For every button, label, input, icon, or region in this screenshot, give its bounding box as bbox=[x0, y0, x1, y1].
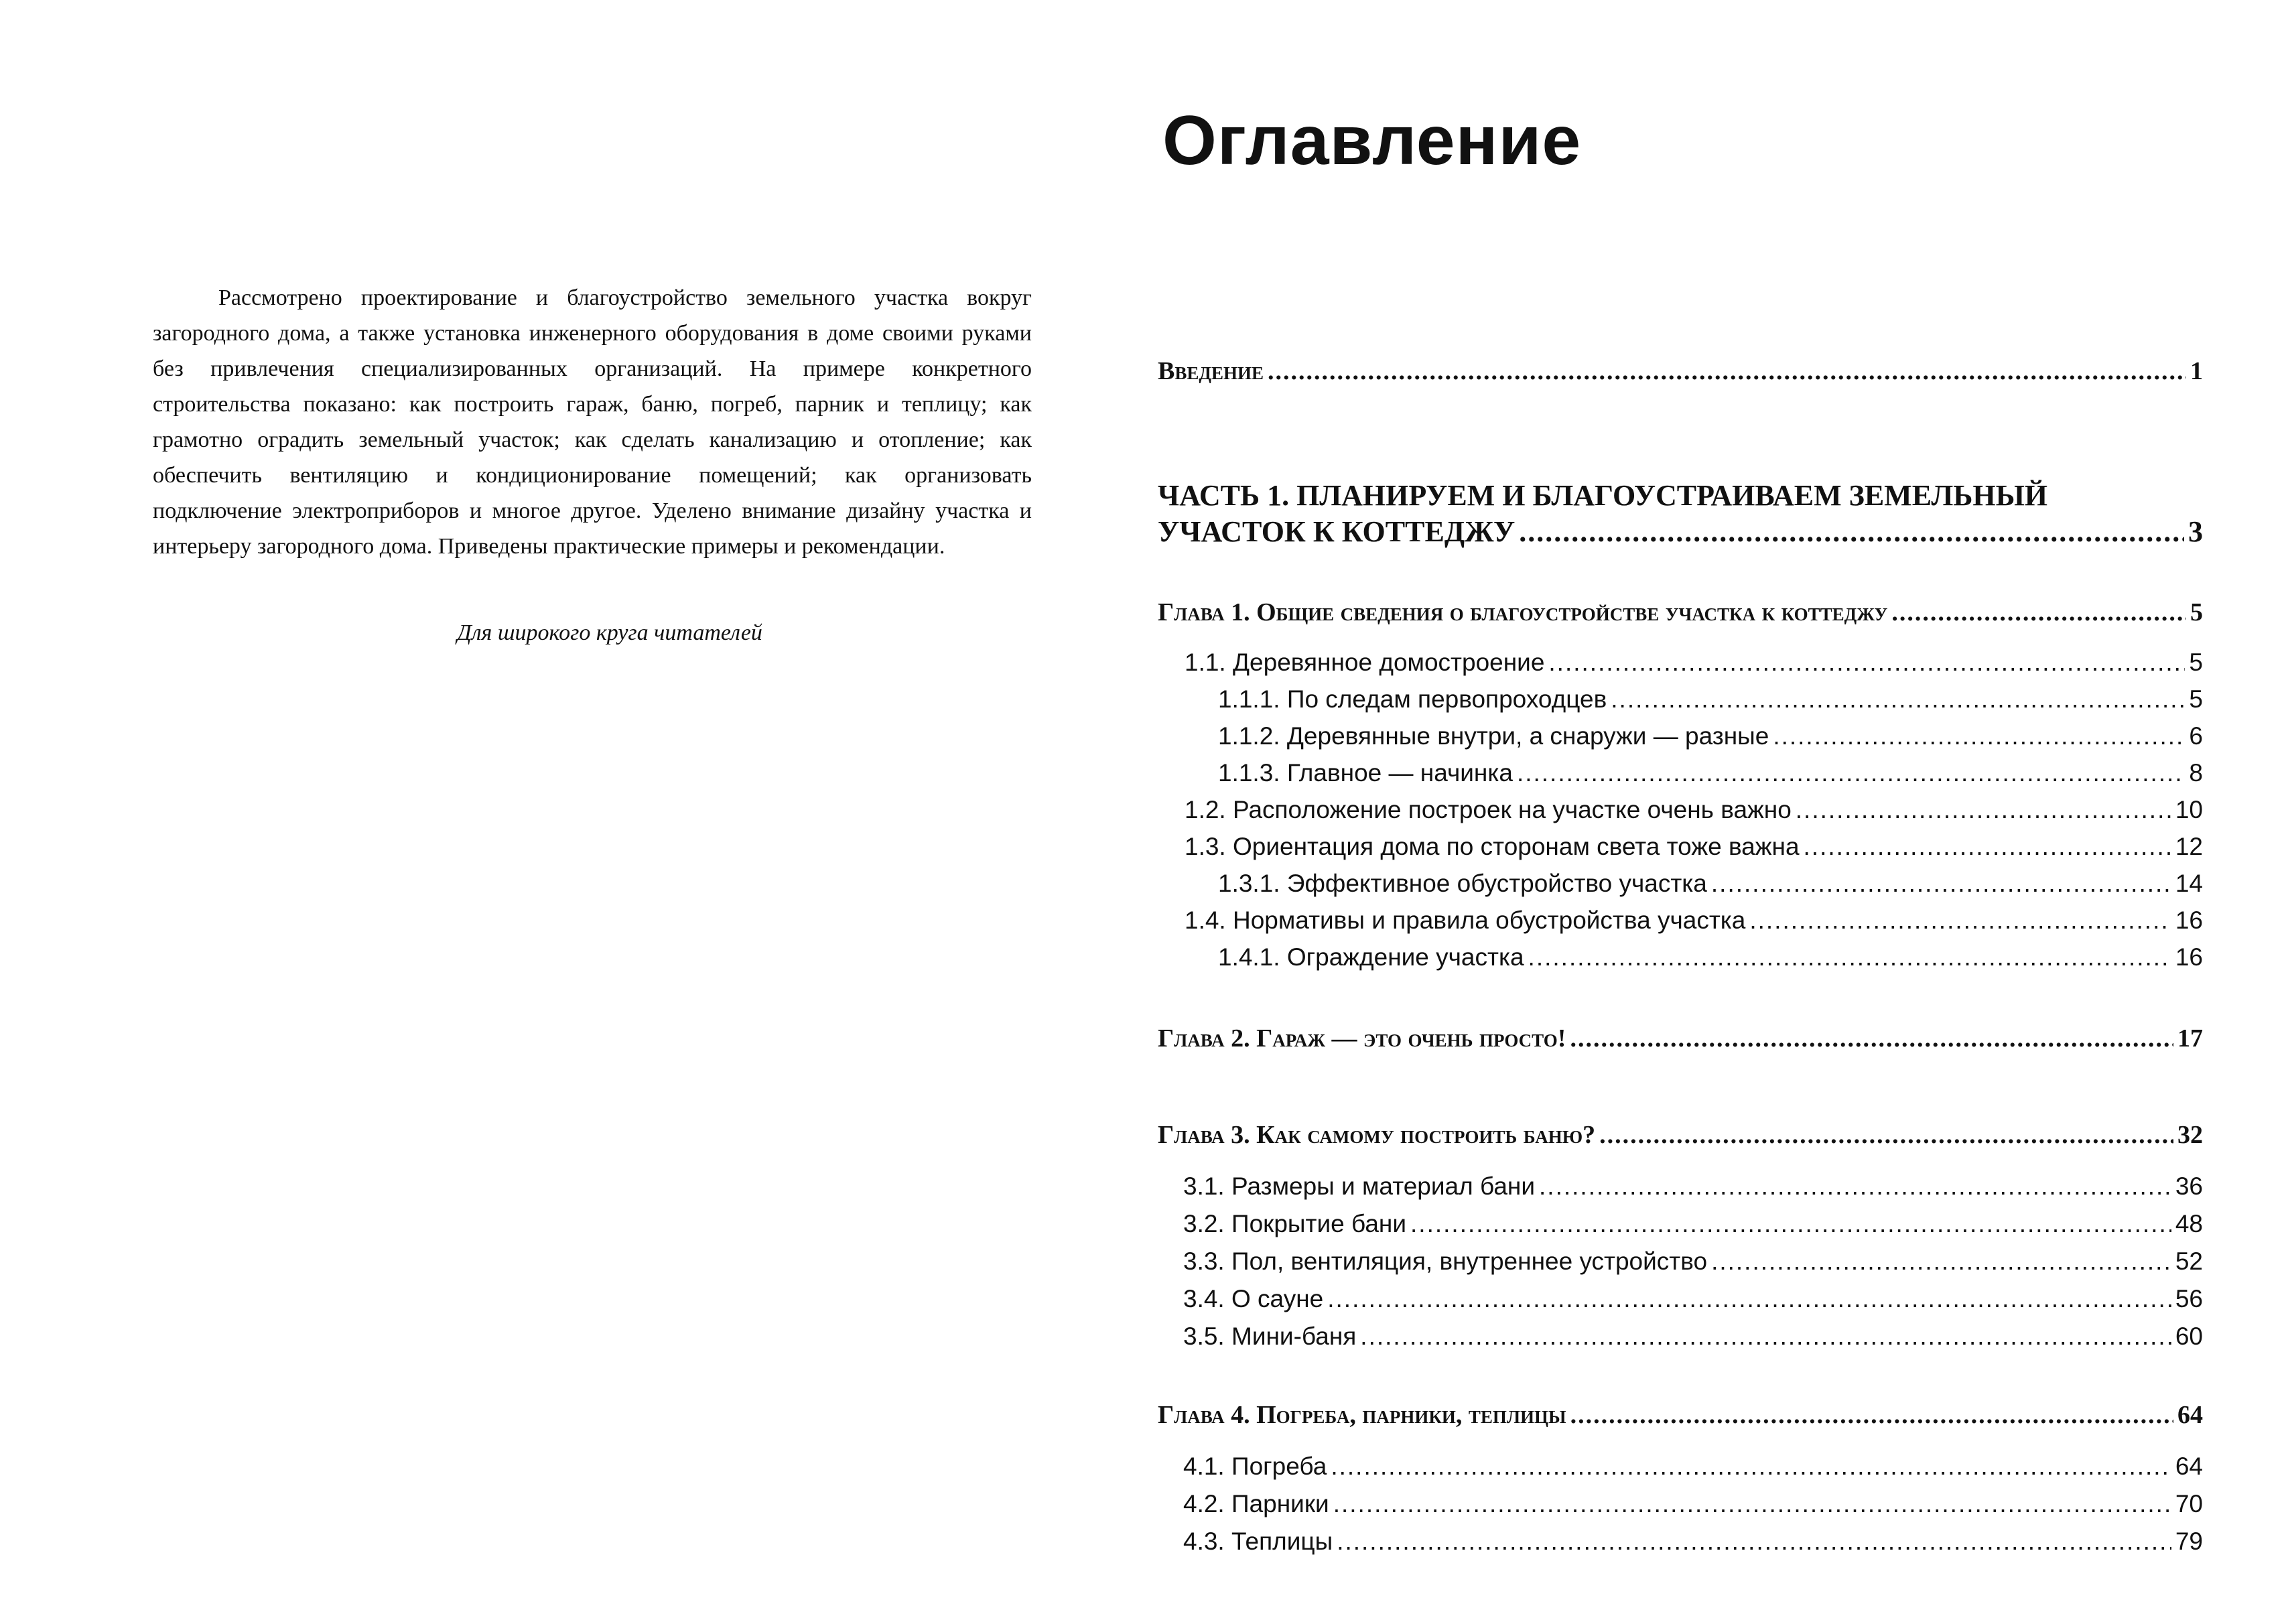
toc-entry-label: 1.2. Расположение построек на участке очень важно bbox=[1185, 796, 1792, 823]
toc-entry-page: 5 bbox=[2190, 598, 2203, 626]
toc-entry-label: 4.1. Погреба bbox=[1183, 1452, 1327, 1480]
toc-entry-section[interactable] bbox=[1185, 649, 2203, 677]
toc-entry-section[interactable] bbox=[1218, 870, 2203, 898]
toc-entry-page: 5 bbox=[2189, 685, 2203, 713]
toc-entry-page: 48 bbox=[2175, 1210, 2203, 1237]
toc-leader-dots bbox=[1517, 759, 2185, 787]
toc-entry-page: 52 bbox=[2175, 1247, 2203, 1275]
toc-entry-page: 3 bbox=[2188, 515, 2203, 548]
toc-entry-chapter3[interactable] bbox=[1158, 1120, 2203, 1150]
toc-leader-dots bbox=[1711, 870, 2171, 898]
toc-entry-section[interactable] bbox=[1183, 1490, 2203, 1518]
toc-entry-section[interactable] bbox=[1183, 1323, 2203, 1351]
toc-leader-dots bbox=[1611, 685, 2185, 714]
toc-entry-label: 3.1. Размеры и материал бани bbox=[1183, 1172, 1536, 1200]
toc-entry-page: 12 bbox=[2175, 833, 2203, 860]
toc-entry-section[interactable] bbox=[1183, 1247, 2203, 1276]
toc-entry-label: Глава 2. Гараж — это очень просто! bbox=[1158, 1024, 1566, 1053]
toc-entry-page: 17 bbox=[2177, 1024, 2203, 1053]
toc-leader-dots bbox=[1773, 722, 2185, 750]
toc-leader-dots bbox=[1796, 796, 2171, 824]
toc-entry-page: 5 bbox=[2189, 649, 2203, 676]
toc-entry-section[interactable] bbox=[1185, 906, 2203, 935]
toc-entry-label: 3.3. Пол, вентиляция, внутреннее устройство bbox=[1183, 1247, 1708, 1275]
toc-entry-section[interactable] bbox=[1183, 1528, 2203, 1556]
toc-entry-section[interactable] bbox=[1218, 943, 2203, 971]
toc-entry-page: 16 bbox=[2175, 943, 2203, 971]
toc-entry-page: 64 bbox=[2175, 1452, 2203, 1480]
toc-leader-dots bbox=[1711, 1247, 2171, 1276]
toc-entry-label: УЧАСТОК К КОТТЕДЖУ bbox=[1158, 515, 1516, 548]
toc-leader-dots bbox=[1570, 1024, 2173, 1053]
toc-entry-label: 1.1.2. Деревянные внутри, а снаружи — разные bbox=[1218, 722, 1769, 750]
toc-entry-label: Глава 1. Общие сведения о благоустройстве участка к коттеджу bbox=[1158, 598, 1888, 626]
toc-entry-page: 64 bbox=[2177, 1401, 2203, 1429]
toc-entry-section[interactable] bbox=[1183, 1285, 2203, 1313]
toc-entry-label: 4.3. Теплицы bbox=[1183, 1528, 1333, 1555]
toc-entry-chapter2[interactable] bbox=[1158, 1024, 2203, 1053]
toc-entry-label: 1.1. Деревянное домостроение bbox=[1185, 649, 1545, 676]
toc-leader-dots bbox=[1548, 649, 2185, 677]
toc-entry-page: 36 bbox=[2175, 1172, 2203, 1200]
toc-leader-dots bbox=[1410, 1210, 2171, 1238]
toc-leader-dots bbox=[1268, 356, 2186, 386]
toc-entry-page: 8 bbox=[2189, 759, 2203, 787]
toc-entry-page: 79 bbox=[2175, 1528, 2203, 1555]
toc-entry-label: 4.2. Парники bbox=[1183, 1490, 1329, 1517]
toc-entry-section[interactable] bbox=[1218, 685, 2203, 714]
toc-entry-label: Глава 3. Как самому построить баню? bbox=[1158, 1121, 1596, 1149]
toc-entry-page: 70 bbox=[2175, 1490, 2203, 1517]
toc-entry-label: 3.2. Покрытие бани bbox=[1183, 1210, 1407, 1237]
toc-leader-dots bbox=[1749, 906, 2171, 935]
toc-entry-label: Глава 4. Погреба, парники, теплицы bbox=[1158, 1401, 1566, 1429]
toc-entry-label: 1.1.1. По следам первопроходцев bbox=[1218, 685, 1607, 713]
toc-entry-section[interactable] bbox=[1185, 796, 2203, 824]
toc-entry-page: 32 bbox=[2177, 1121, 2203, 1149]
toc-entry-label: 3.5. Мини-баня bbox=[1183, 1323, 1357, 1350]
toc-entry-section[interactable] bbox=[1185, 833, 2203, 861]
toc-entry-page: 60 bbox=[2175, 1323, 2203, 1350]
toc-leader-dots bbox=[1804, 833, 2171, 861]
toc-entry-label: Введение bbox=[1158, 357, 1264, 385]
toc-entry-label: 1.3. Ориентация дома по сторонам света тоже важна bbox=[1185, 833, 1800, 860]
toc-entry-page: 16 bbox=[2175, 906, 2203, 934]
toc-entry-chapter4[interactable] bbox=[1158, 1400, 2203, 1430]
toc-leader-dots bbox=[1360, 1323, 2171, 1351]
toc-entry-label: 3.4. О сауне bbox=[1183, 1285, 1324, 1312]
toc-entry-section[interactable] bbox=[1183, 1210, 2203, 1238]
toc-entry-section[interactable] bbox=[1218, 722, 2203, 750]
toc-entry-label: 1.4. Нормативы и правила обустройства участка bbox=[1185, 906, 1746, 934]
toc-entry-intro[interactable] bbox=[1158, 356, 2203, 386]
toc-entry-label: 1.3.1. Эффективное обустройство участка bbox=[1218, 870, 1707, 897]
toc-leader-dots bbox=[1327, 1285, 2171, 1313]
toc-entry-label: 1.1.3. Главное — начинка bbox=[1218, 759, 1513, 787]
toc-leader-dots bbox=[1570, 1400, 2173, 1430]
toc-leader-dots bbox=[1539, 1172, 2171, 1201]
toc-title: Оглавление bbox=[1162, 102, 1582, 180]
toc-entry-page: 1 bbox=[2190, 357, 2203, 385]
toc-leader-dots bbox=[1337, 1528, 2171, 1556]
table-of-contents bbox=[1158, 0, 2203, 1624]
toc-entry-page: 56 bbox=[2175, 1285, 2203, 1312]
toc-leader-dots bbox=[1519, 515, 2184, 549]
toc-entry-chapter1[interactable] bbox=[1158, 598, 2203, 627]
toc-entry-section[interactable] bbox=[1183, 1172, 2203, 1201]
toc-entry-part1-line1[interactable]: ЧАСТЬ 1. ПЛАНИРУЕМ И БЛАГОУСТРАИВАЕМ ЗЕМЕЛЬНЫЙ bbox=[1158, 479, 2047, 512]
toc-entry-page: 14 bbox=[2175, 870, 2203, 897]
target-audience: Для широкого круга читателей bbox=[457, 620, 762, 645]
toc-entry-section[interactable] bbox=[1183, 1452, 2203, 1481]
toc-leader-dots bbox=[1528, 943, 2171, 971]
toc-entry-page: 10 bbox=[2175, 796, 2203, 823]
toc-leader-dots bbox=[1599, 1120, 2173, 1150]
toc-leader-dots bbox=[1333, 1490, 2171, 1518]
toc-entry-page: 6 bbox=[2189, 722, 2203, 750]
toc-entry-label: 1.4.1. Ограждение участка bbox=[1218, 943, 1524, 971]
toc-leader-dots bbox=[1891, 598, 2186, 627]
book-annotation: Рассмотрено проектирование и благоустройство земельного участка вокруг загородного дома, а также установка инженерного оборудования в доме своими руками без привлечения специализированных организаций. На примере конкретного строительства показано: как построить гараж, баню, погреб, парник и теплицу; как грамотно оградить земельный участок; как сделать канализацию и отопление; как обеспечить вентиляцию и кондиционирование помещений; как организовать подключение электроприборов и многое другое. Уделено внимание дизайну участка и интерьеру загородного дома. Приведены практические примеры и рекомендации. bbox=[153, 285, 1032, 559]
toc-entry-part1[interactable] bbox=[1158, 515, 2203, 549]
toc-entry-section[interactable] bbox=[1218, 759, 2203, 787]
toc-leader-dots bbox=[1331, 1452, 2171, 1481]
